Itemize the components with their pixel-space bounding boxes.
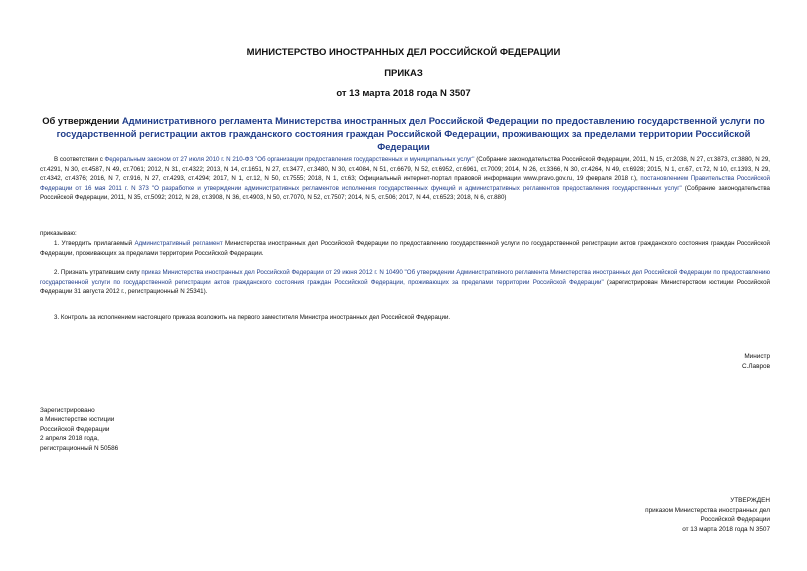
signature-block xyxy=(742,352,770,371)
item-1-text-1: 1. Утвердить прилагаемый xyxy=(54,240,135,247)
approved-line-2: приказом Министерства иностранных дел xyxy=(645,506,770,514)
preamble-text-3: (Собрание законодательства Российской Федерации, 2011, N 35, ст.5092; 2012, N 28, ст.3908, N 36, ст.4903, N 50, ст.7070, N 52, ст.7507; 2014, N 5, ст.506; 2017, N 44, ст.6523; 2018, N 6, ст.880) xyxy=(40,184,770,202)
registration-line-2: в Министерстве юстиции xyxy=(40,416,115,424)
item-2-text-1: 2. Признать утратившим силу xyxy=(54,269,142,276)
regulation-link[interactable]: Административный регламент xyxy=(134,240,223,247)
ministry-heading: МИНИСТЕРСТВО ИНОСТРАННЫХ ДЕЛ РОССИЙСКОЙ ФЕДЕРАЦИИ xyxy=(246,47,561,58)
title-prefix: Об утверждении xyxy=(42,115,122,126)
item-2-text-2: (зарегистрирован Министерством юстиции Российской Федерации 31 августа 2012 г., регистрационный N 25341). xyxy=(40,278,770,296)
item-1-paragraph xyxy=(40,239,770,258)
approved-block xyxy=(645,496,770,534)
government-resolution-link[interactable]: постановлением Правительства Российской Федерации от 16 мая 2011 г. N 373 "О разработке и утверждении административных регламентов исполнения государственных функций и административных регламентов предоставления государственных услуг" xyxy=(40,175,771,192)
approved-line-3: Российской Федерации xyxy=(700,516,770,524)
registration-line-1: Зарегистрировано xyxy=(40,407,95,414)
title-regulation-link[interactable]: Административного регламента Министерства иностранных дел Российской Федерации по предоставлению государственной услуги по государственной регистрации актов гражданского состояния граждан Российской Федерации, проживающих за пределами территории Российской Федерации xyxy=(56,115,765,152)
registration-line-5: регистрационный N 50586 xyxy=(40,444,119,452)
registration-line-3: Российской Федерации xyxy=(40,425,110,433)
approved-heading: УТВЕРЖДЕН xyxy=(730,497,770,504)
approved-line-4: от 13 марта 2018 года N 3507 xyxy=(682,525,770,533)
registration-block xyxy=(40,406,118,453)
item-3-paragraph: 3. Контроль за исполнением настоящего приказа возложить на первого заместителя Министра иностранных дел Российской Федерации. xyxy=(54,314,451,321)
item-2-paragraph xyxy=(40,268,770,297)
page-title xyxy=(40,114,767,153)
doc-date-number: от 13 марта 2018 года N 3507 xyxy=(336,88,471,99)
signature-position: Министр xyxy=(744,353,770,360)
preamble-text-1: В соответствии с xyxy=(54,156,105,163)
preamble-paragraph xyxy=(40,155,770,203)
repealed-order-link[interactable]: приказ Министерства иностранных дел Российской Федерации от 29 июня 2012 г. N 10490 "Об утверждении Административного регламента Министерства иностранных дел Российской Федерации по предоставлению государственной услуги по государственной регистрации актов гражданского состояния граждан Российской Федерации, проживающих за пределами территории Российской Федерации" xyxy=(40,269,770,286)
item-1-text-2: Министерства иностранных дел Российской Федерации по предоставлению государственной услуги по государственной регистрации актов гражданского состояния граждан Российской Федерации, проживающих за пределами территории Российской Федерации. xyxy=(40,240,770,257)
signature-name: С.Лавров xyxy=(741,362,770,370)
federal-law-link[interactable]: Федеральным законом от 27 июля 2010 г. N 210-ФЗ "Об организации предоставления государственных и муниципальных услуг" xyxy=(104,156,475,163)
preamble-text-2: (Собрание законодательства Российской Федерации, 2011, N 15, ст.2038, N 27, ст.3873, ст.3880, N 29, ст.4291, N 30, ст.4587, N 49, ст.7061; 2012, N 31, ст.4322; 2013, N 14, ст.1651, N 27, ст.3477, ст.3480, N 30, ст.4084, N 51, ст.6679, N 52, ст.6952, ст.6961, ст.7009; 2014, N 26, ст.3366, N 30, ст.4264, N 49, ст.6928; 2015, N 1, ст.67, ст.72, N 10, ст.1393, N 29, ст.4342, ст.4376; 2016, N 7, ст.916, N 27, ст.4293, ст.4294; 2017, N 1, ст.12, N 50, ст.7555; 2018, N 1, ст.63; Официальный интернет-портал правовой информации www.pravo.gov.ru, 19 февраля 2018 г.), xyxy=(40,156,771,183)
registration-line-4: 2 апреля 2018 года, xyxy=(40,435,99,443)
doc-type-heading: ПРИКАЗ xyxy=(384,68,423,79)
order-word: приказываю: xyxy=(40,230,77,237)
